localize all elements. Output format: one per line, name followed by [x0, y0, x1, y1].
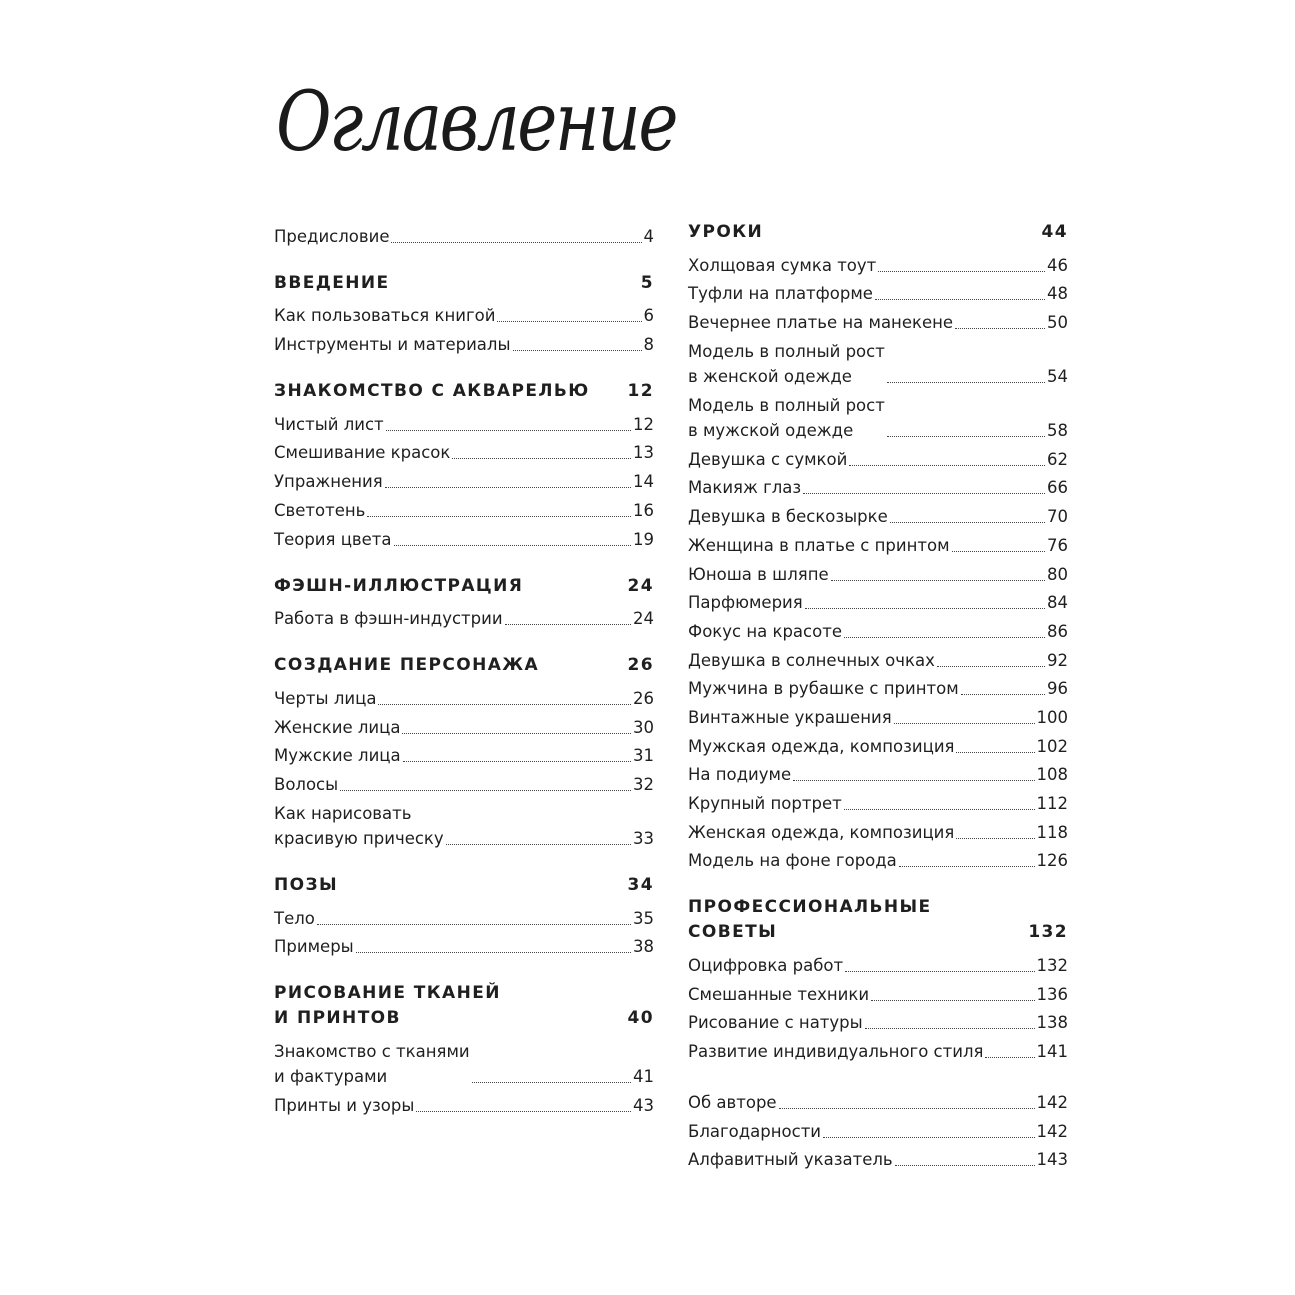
toc-section	[274, 220, 654, 249]
dot-leader	[894, 723, 1035, 724]
dot-leader	[956, 752, 1034, 753]
toc-entry[interactable]	[688, 701, 1068, 730]
toc-entry-page: 46	[1047, 255, 1068, 275]
dot-leader	[446, 844, 631, 845]
toc-entry-label: Как нарисовать красивую прическу	[274, 803, 444, 848]
toc-entry[interactable]	[688, 787, 1068, 816]
toc-entry-label: Светотень	[274, 500, 366, 520]
dot-leader	[340, 790, 631, 791]
toc-entry-page: 50	[1047, 313, 1068, 333]
dot-leader	[367, 516, 631, 517]
toc-entry-label: Женская одежда, композиция	[688, 822, 955, 842]
section-heading[interactable]	[274, 981, 654, 1031]
toc-entry[interactable]	[274, 220, 654, 249]
section-heading-page: 5	[640, 272, 654, 293]
toc-entry-label: Женские лица	[274, 717, 401, 737]
toc-entry-page: 32	[633, 774, 654, 794]
toc-entry-page: 30	[633, 717, 654, 737]
section-heading-label: ЗНАКОМСТВО С АКВАРЕЛЬЮ	[274, 381, 590, 402]
toc-entry-label: Предисловие	[274, 226, 390, 246]
toc-entry[interactable]	[688, 759, 1068, 788]
toc-entry-label: Крупный портрет	[688, 794, 842, 813]
toc-entry[interactable]	[688, 730, 1068, 759]
dot-leader	[887, 436, 1045, 437]
section-heading-page: 40	[627, 1008, 654, 1029]
dot-leader	[844, 637, 1045, 638]
section-heading[interactable]	[274, 379, 654, 404]
toc-entry-label: Фокус на красоте	[688, 621, 842, 641]
toc-entry-label: Теория цвета	[274, 529, 392, 549]
toc-entry-page: 4	[643, 226, 654, 246]
toc-entry-label: Юноша в шляпе	[688, 564, 829, 584]
dot-leader	[831, 580, 1045, 581]
dot-leader	[895, 1165, 1035, 1166]
toc-entry-page: 76	[1047, 535, 1068, 555]
dot-leader	[779, 1108, 1035, 1109]
dot-leader	[878, 271, 1045, 272]
toc-entry-page: 19	[633, 529, 654, 549]
toc-entry-label: Модель в полный рост в мужской одежде	[688, 396, 885, 441]
section-heading-label: ВВЕДЕНИЕ	[274, 272, 390, 293]
section-heading-page: 26	[627, 655, 654, 676]
toc-entry[interactable]	[688, 529, 1068, 558]
toc-section	[274, 653, 654, 851]
section-heading-label: ПОЗЫ	[274, 874, 338, 895]
toc-entry-page: 62	[1047, 449, 1068, 469]
dot-leader	[899, 866, 1035, 867]
toc-entry-label: Мужчина в рубашке с принтом	[688, 679, 959, 699]
toc-entry-page: 142	[1036, 1121, 1068, 1141]
toc-entry[interactable]	[274, 682, 654, 711]
toc-entry-page: 102	[1036, 736, 1068, 756]
toc-entry-page: 48	[1047, 284, 1068, 304]
toc-entry-label: Как пользоваться книгой	[274, 306, 496, 326]
toc-entry[interactable]	[274, 603, 654, 632]
dot-leader	[985, 1057, 1034, 1058]
toc-entry-label: Туфли на платформе	[688, 284, 873, 304]
toc-entry-page: 80	[1047, 564, 1068, 584]
dot-leader	[385, 487, 631, 488]
toc-entry-label: Упражнения	[274, 472, 383, 492]
toc-entry-label: Холщовая сумка тоут	[688, 255, 877, 275]
toc-right-column	[688, 220, 1068, 1194]
toc-section	[688, 895, 1068, 1064]
section-heading-label: УРОКИ	[688, 222, 764, 242]
toc-entry[interactable]	[688, 845, 1068, 874]
toc-entry-page: 112	[1036, 794, 1068, 813]
toc-entry-page: 13	[633, 443, 654, 463]
toc-entry-label: Волосы	[274, 774, 339, 794]
toc-entry-page: 54	[1047, 367, 1068, 387]
toc-entry-page: 38	[633, 937, 654, 957]
dot-leader	[956, 838, 1034, 839]
toc-entry-page: 142	[1036, 1092, 1068, 1112]
toc-entry-label: Знакомство с тканями и фактурами	[274, 1042, 470, 1087]
toc-entry-page: 86	[1047, 621, 1068, 641]
dot-leader	[805, 608, 1045, 609]
toc-entry[interactable]	[274, 931, 654, 960]
toc-entry-label: Развитие индивидуального стиля	[688, 1042, 984, 1062]
dot-leader	[472, 1082, 631, 1083]
dot-leader	[865, 1028, 1035, 1029]
toc-entry[interactable]	[688, 558, 1068, 587]
toc-entry-page: 118	[1036, 822, 1068, 842]
toc-entry-page: 24	[633, 609, 654, 629]
toc-entry[interactable]	[274, 328, 654, 357]
toc-entry-label: Мужские лица	[274, 746, 401, 766]
section-heading-page: 44	[1041, 222, 1068, 242]
toc-entry[interactable]	[688, 306, 1068, 335]
toc-entry-page: 8	[643, 335, 654, 355]
toc-entry-page: 16	[633, 500, 654, 520]
toc-entry[interactable]	[688, 615, 1068, 644]
toc-entry-label: Девушка с сумкой	[688, 449, 848, 469]
toc-entry[interactable]	[688, 1144, 1068, 1173]
toc-entry-page: 14	[633, 472, 654, 492]
toc-entry-page: 43	[633, 1096, 654, 1115]
toc-entry-label: Вечернее платье на манекене	[688, 313, 954, 333]
toc-entry[interactable]	[688, 1115, 1068, 1144]
section-heading[interactable]	[274, 574, 654, 599]
dot-leader	[793, 780, 1034, 781]
toc-entry-label: Девушка в бескозырке	[688, 507, 888, 527]
toc-entry[interactable]	[274, 437, 654, 466]
toc-entry[interactable]	[274, 768, 654, 797]
toc-entry[interactable]	[274, 797, 654, 851]
section-heading-page: 132	[1028, 922, 1068, 943]
toc-section	[274, 574, 654, 632]
page-title-text: Оглавление	[276, 75, 676, 170]
page-title	[268, 58, 688, 178]
dot-leader	[416, 1111, 631, 1112]
toc-entry-page: 132	[1036, 956, 1068, 976]
dot-leader	[391, 242, 641, 243]
dot-leader	[402, 733, 631, 734]
handwritten-title-graphic	[268, 58, 688, 178]
toc-entry[interactable]	[274, 494, 654, 523]
toc-entry-label: Рисование с натуры	[688, 1013, 863, 1033]
toc-entry-label: Благодарности	[688, 1121, 822, 1141]
section-heading-label: ПРОФЕССИОНАЛЬНЫЕ СОВЕТЫ	[688, 897, 932, 943]
toc-entry[interactable]	[274, 465, 654, 494]
toc-entry[interactable]	[688, 278, 1068, 307]
toc-entry-label: Принты и узоры	[274, 1096, 415, 1115]
toc-entry[interactable]	[688, 249, 1068, 278]
toc-entry-label: Винтажные украшения	[688, 707, 892, 727]
toc-entry-page: 126	[1036, 851, 1068, 871]
dot-leader	[875, 299, 1045, 300]
toc-entry-page: 41	[633, 1067, 654, 1087]
toc-entry[interactable]	[688, 500, 1068, 529]
toc-entry-label: Макияж глаз	[688, 478, 802, 498]
toc-entry-label: Девушка в солнечных очках	[688, 650, 935, 670]
toc-entry-label: Инструменты и материалы	[274, 335, 511, 355]
toc-section	[274, 379, 654, 551]
dot-leader	[394, 545, 631, 546]
toc-entry[interactable]	[688, 1035, 1068, 1064]
toc-entry-label: Работа в фэшн-индустрии	[274, 609, 503, 629]
toc-entry[interactable]	[688, 673, 1068, 702]
toc-entry-label: Об авторе	[688, 1092, 777, 1112]
dot-leader	[403, 761, 631, 762]
section-heading[interactable]	[688, 895, 1068, 945]
section-heading-label: СОЗДАНИЕ ПЕРСОНАЖА	[274, 655, 540, 676]
dot-leader	[871, 1000, 1034, 1001]
toc-section	[688, 220, 1068, 873]
toc-entry-page: 138	[1036, 1013, 1068, 1033]
toc-entry-page: 92	[1047, 650, 1068, 670]
toc-entry-label: Мужская одежда, композиция	[688, 736, 955, 756]
section-heading-page: 24	[627, 575, 654, 596]
dot-leader	[513, 350, 642, 351]
dot-leader	[386, 430, 631, 431]
toc-entry[interactable]	[274, 711, 654, 740]
toc-entry[interactable]	[688, 1086, 1068, 1115]
section-heading[interactable]	[274, 653, 654, 678]
section-heading[interactable]	[274, 873, 654, 898]
toc-entry[interactable]	[274, 523, 654, 552]
toc-entry-label: Модель на фоне города	[688, 851, 897, 871]
toc-entry-label: Модель в полный рост в женской одежде	[688, 342, 885, 387]
toc-section	[688, 1086, 1068, 1172]
toc-entry[interactable]	[688, 443, 1068, 472]
toc-entry-label: Оцифровка работ	[688, 956, 844, 976]
section-heading-label: ФЭШН-ИЛЛЮСТРАЦИЯ	[274, 575, 524, 596]
toc-entry[interactable]	[274, 1035, 654, 1089]
dot-leader	[844, 809, 1035, 810]
toc-entry-page: 70	[1047, 507, 1068, 527]
toc-entry-label: На подиуме	[688, 765, 792, 785]
toc-left-column	[274, 220, 654, 1140]
toc-entry[interactable]	[688, 389, 1068, 443]
toc-entry[interactable]	[688, 587, 1068, 616]
dot-leader	[887, 382, 1045, 383]
toc-entry[interactable]	[688, 816, 1068, 845]
dot-leader	[890, 522, 1045, 523]
dot-leader	[356, 952, 631, 953]
toc-entry-page: 58	[1047, 421, 1068, 441]
dot-leader	[803, 493, 1045, 494]
toc-entry-label: Женщина в платье с принтом	[688, 535, 950, 555]
toc-entry-page: 96	[1047, 679, 1068, 699]
toc-entry[interactable]	[274, 902, 654, 931]
toc-entry-page: 6	[643, 306, 654, 326]
toc-section	[274, 981, 654, 1118]
toc-entry[interactable]	[688, 472, 1068, 501]
dot-leader	[505, 624, 631, 625]
toc-entry-label: Парфюмерия	[688, 593, 803, 613]
toc-entry[interactable]	[688, 949, 1068, 978]
toc-entry[interactable]	[688, 978, 1068, 1007]
section-heading-label: РИСОВАНИЕ ТКАНЕЙ И ПРИНТОВ	[274, 983, 501, 1029]
toc-entry-page: 26	[633, 688, 654, 708]
toc-entry-page: 100	[1036, 707, 1068, 727]
section-heading[interactable]	[274, 271, 654, 296]
toc-entry-label: Алфавитный указатель	[688, 1150, 893, 1170]
section-heading-page: 12	[627, 381, 654, 402]
toc-entry-label: Примеры	[274, 937, 354, 957]
toc-entry[interactable]	[274, 300, 654, 329]
dot-leader	[452, 458, 631, 459]
section-heading[interactable]	[688, 220, 1068, 245]
toc-section	[274, 271, 654, 357]
dot-leader	[952, 551, 1045, 552]
dot-leader	[378, 704, 631, 705]
toc-entry[interactable]	[688, 335, 1068, 389]
toc-entry[interactable]	[274, 408, 654, 437]
toc-entry[interactable]	[274, 740, 654, 769]
toc-entry-page: 33	[633, 828, 654, 848]
toc-entry-page: 136	[1036, 984, 1068, 1004]
toc-entry-page: 12	[633, 414, 654, 434]
dot-leader	[823, 1137, 1034, 1138]
toc-entry[interactable]	[688, 644, 1068, 673]
toc-entry-page: 108	[1036, 765, 1068, 785]
toc-entry[interactable]	[274, 1089, 654, 1118]
toc-section	[274, 873, 654, 959]
toc-entry-page: 35	[633, 908, 654, 928]
dot-leader	[955, 328, 1045, 329]
toc-entry-page: 84	[1047, 593, 1068, 613]
dot-leader	[961, 694, 1045, 695]
toc-entry-page: 141	[1036, 1042, 1068, 1062]
toc-entry-page: 143	[1036, 1150, 1068, 1170]
toc-entry-page: 66	[1047, 478, 1068, 498]
section-heading-page: 34	[627, 874, 654, 895]
toc-entry-label: Черты лица	[274, 688, 377, 708]
dot-leader	[497, 321, 641, 322]
toc-entry[interactable]	[688, 1007, 1068, 1036]
toc-entry-label: Тело	[274, 908, 315, 928]
dot-leader	[849, 465, 1045, 466]
toc-entry-page: 31	[633, 746, 654, 766]
dot-leader	[937, 666, 1045, 667]
dot-leader	[317, 924, 631, 925]
toc-entry-label: Смешанные техники	[688, 984, 870, 1004]
toc-entry-label: Чистый лист	[274, 414, 384, 434]
dot-leader	[845, 971, 1034, 972]
toc-entry-label: Смешивание красок	[274, 443, 451, 463]
